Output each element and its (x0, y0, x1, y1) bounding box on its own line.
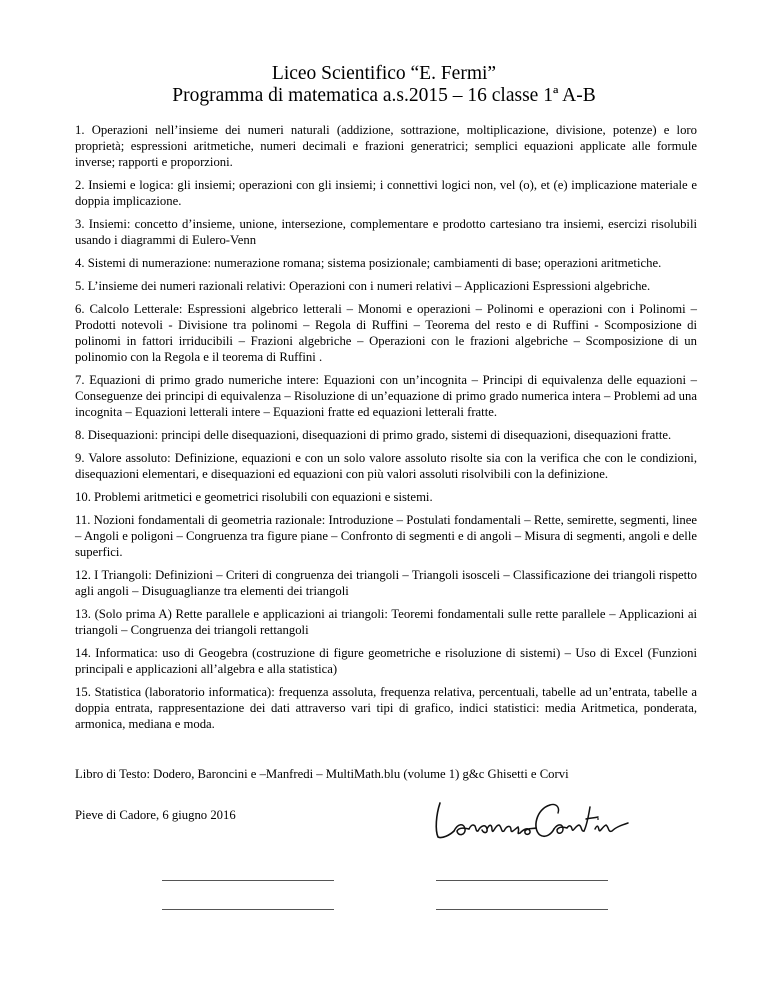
program-item-14: 14. Informatica: uso di Geogebra (costruzione di figure geometriche e risoluzione di sistemi) – Uso di Excel (Funzioni principali e applicazioni all’algebra e alla statistica) (75, 646, 697, 676)
program-title: Programma di matematica a.s.2015 – 16 classe 1ª A-B (172, 85, 596, 106)
place-date: Pieve di Cadore, 6 giugno 2016 (75, 808, 236, 822)
signature-line-left-2 (162, 909, 334, 910)
program-item-7: 7. Equazioni di primo grado numeriche intere: Equazioni con un’incognita – Principi di equivalenza delle equazioni – Conseguenze dei principi di equivalenza – Risoluzione di un’equazione di primo grado numerica intera – Problemi ad una incognita – Equazioni letterali intere – Equazioni fratte ed equazioni letterali fratte. (75, 373, 697, 419)
program-item-6: 6. Calcolo Letterale: Espressioni algebrico letterali – Monomi e operazioni – Polinomi e operazioni con i Polinomi – Prodotti notevoli - Divisione tra polinomi – Regola di Ruffini – Teorema del resto e di Ruffini - Scomposizione di polinomi in fattori irriducibili – Frazioni algebriche – Operazioni con le frazioni algebriche – Scomposizione di un polinomio con la Regola e il teorema di Ruffini . (75, 302, 697, 364)
program-item-3: 3. Insiemi: concetto d’insieme, unione, intersezione, complementare e prodotto cartesiano tra insiemi, esercizi risolubili usando i diagrammi di Eulero-Venn (75, 217, 697, 247)
program-item-13: 13. (Solo prima A) Rette parallele e applicazioni ai triangoli: Teoremi fondamentali sulle rette parallele – Applicazioni ai triangoli – Congruenza dei triangoli rettangoli (75, 607, 697, 637)
program-item-8: 8. Disequazioni: principi delle disequazioni, disequazioni di primo grado, sistemi di disequazioni, disequazioni fratte. (75, 428, 672, 442)
program-item-1: 1. Operazioni nell’insieme dei numeri naturali (addizione, sottrazione, moltiplicazione, divisione, potenze) e loro proprietà; espressioni aritmetiche, numeri decimali e frazioni generatrici; semplici equazioni applicate alle formule inverse; rapporti e proporzioni. (75, 123, 697, 169)
program-item-11: 11. Nozioni fondamentali di geometria razionale: Introduzione – Postulati fondamentali – Rette, semirette, segmenti, linee – Angoli e poligoni – Congruenza tra figure piane – Confronto di segmenti e di angoli – Misura di segmenti, angoli e delle superfici. (75, 513, 697, 559)
program-item-9: 9. Valore assoluto: Definizione, equazioni e con un solo valore assoluto risolte sia con la verifica che con le condizioni, disequazioni elementari, e disequazioni ed equazioni con più valori assoluti risolvibili con la definizione. (75, 451, 697, 481)
signature-line-left-1 (162, 880, 334, 881)
program-item-5: 5. L’insieme dei numeri razionali relativi: Operazioni con i numeri relativi – Applicazioni Espressioni algebriche. (75, 279, 651, 293)
program-list (75, 122, 697, 739)
signature-line-right-2 (436, 909, 608, 910)
school-name: Liceo Scientifico “E. Fermi” (271, 63, 497, 84)
textbook-line: Libro di Testo: Dodero, Baroncini e –Manfredi – MultiMath.blu (volume 1) g&c Ghisetti e Corvi (75, 767, 569, 781)
program-item-4: 4. Sistemi di numerazione: numerazione romana; sistema posizionale; cambiamenti di base; operazioni aritmetiche. (75, 256, 662, 270)
signature-line-right-1 (436, 880, 608, 881)
handwritten-signature (432, 795, 632, 845)
program-item-10: 10. Problemi aritmetici e geometrici risolubili con equazioni e sistemi. (75, 490, 433, 504)
program-item-2: 2. Insiemi e logica: gli insiemi; operazioni con gli insiemi; i connettivi logici non, vel (o), et (e) implicazione materiale e doppia implicazione. (75, 178, 697, 208)
program-item-15: 15. Statistica (laboratorio informatica): frequenza assoluta, frequenza relativa, percentuali, tabelle ad un’entrata, tabelle a doppia entrata, rappresentazione dei dati attraverso vari tipi di grafico, indici statistici: media Aritmetica, ponderata, armonica, mediana e moda. (75, 685, 697, 731)
program-item-12: 12. I Triangoli: Definizioni – Criteri di congruenza dei triangoli – Triangoli isosceli – Classificazione dei triangoli rispetto agli angoli – Disuguaglianze tra elementi dei triangoli (75, 568, 697, 598)
